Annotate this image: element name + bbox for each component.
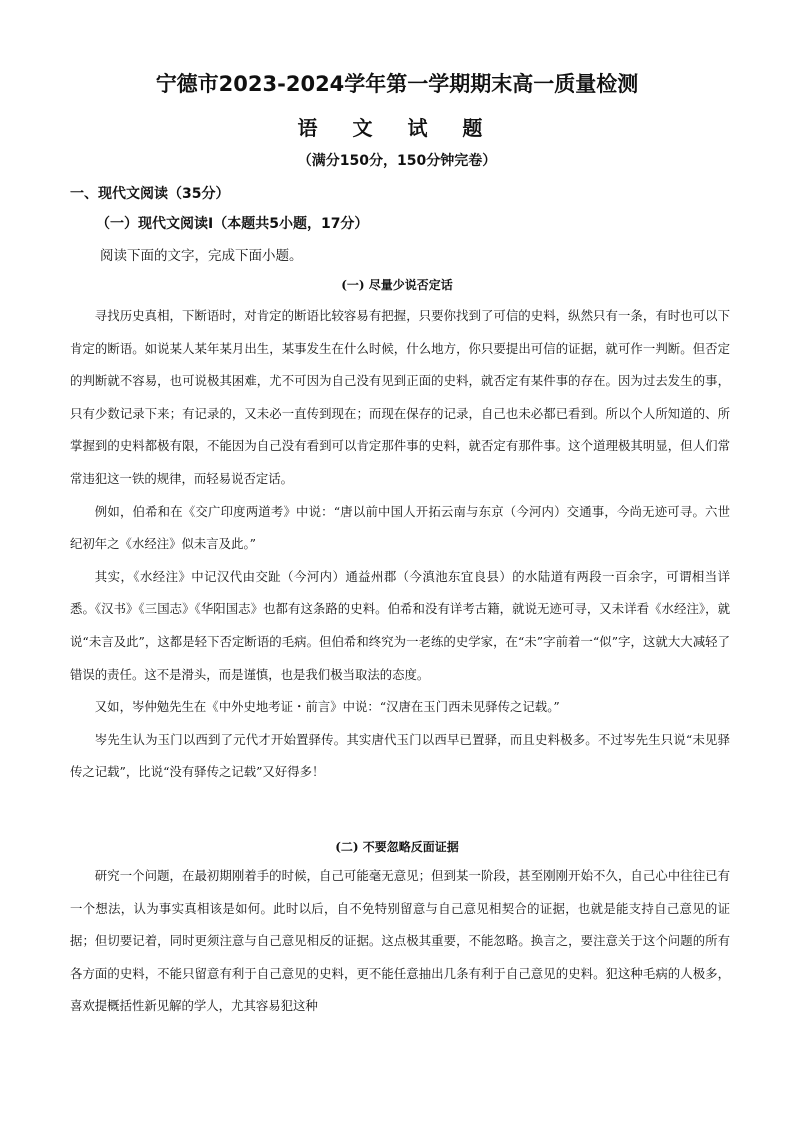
paragraph: 岑先生认为玉门以西到了元代才开始置驿传。其实唐代玉门以西早已置驿，而且史料极多。不过岑先生只说“未见驿传之记载”，比说“没有驿传之记载”又好得多！ bbox=[70, 731, 730, 780]
score-note: （满分150分，150分钟完卷） bbox=[297, 153, 497, 169]
section-heading: 一、现代文阅读（35分） bbox=[70, 186, 230, 202]
subject-title: 语 文 试 题 bbox=[297, 116, 497, 140]
article-subtitle-2: (二) 不要忽略反面证据 bbox=[335, 840, 459, 854]
instruction-text: 阅读下面的文字，完成下面小题。 bbox=[100, 248, 303, 264]
article-body-1 bbox=[70, 300, 730, 789]
article-subtitle-1: (一) 尽量少说否定话 bbox=[341, 278, 453, 292]
paragraph: 寻找历史真相，下断语时，对肯定的断语比较容易有把握，只要你找到了可信的史料，纵然只有一条，有时也可以下肯定的断语。如说某人某年某月出生，某事发生在什么时候，什么地方，你只要提出可信的证据，就可作一判断。但否定的判断就不容易，也可说极其困难，尤不可因为自己没有见到正面的史料，就否定有某件事的存在。因为过去发生的事，只有少数记录下来；有记录的，又未必一直传到现在；而现在保存的记录，自己也未必都已看到。所以个人所知道的、所掌握到的史料都极有限，不能因为自己没有看到可以肯定那件事的史料，就否定有那件事。这个道理极其明显，但人们常常违犯这一铁的规律，而轻易说否定话。 bbox=[70, 308, 730, 486]
article-body-2 bbox=[70, 860, 730, 1023]
paragraph: 研究一个问题，在最初期刚着手的时候，自己可能毫无意见；但到某一阶段，甚至刚刚开始不久，自己心中往往已有一个想法，认为事实真相该是如何。此时以后，自不免特别留意与自己意见相契合的证据，也就是能支持自己意见的证据；但切要记着，同时更须注意与自己意见相反的证据。这点极其重要，不能忽略。换言之，要注意关于这个问题的所有各方面的史料，不能只留意有利于自己意见的史料，更不能任意抽出几条有利于自己意见的史料。犯这种毛病的人极多，喜欢提概括性新见解的学人，尤其容易犯这种 bbox=[70, 868, 730, 1014]
exam-title: 宁德市2023-2024学年第一学期期末高一质量检测 bbox=[155, 72, 639, 96]
paragraph: 例如，伯希和在《交广印度两道考》中说：“唐以前中国人开拓云南与东京（今河内）交通事，今尚无迹可寻。六世纪初年之《水经注》似未言及此。” bbox=[70, 503, 730, 552]
part-heading: （一）现代文阅读Ⅰ（本题共5小题，17分） bbox=[96, 216, 369, 232]
paragraph: 其实，《水经注》中记汉代由交趾（今河内）通益州郡（今滇池东宜良县）的水陆道有两段一百余字，可谓相当详悉。《汉书》《三国志》《华阳国志》也都有这条路的史料。伯希和没有详考古籍，就说无迹可寻，又未详看《水经注》，就说“未言及此”，这都是轻下否定断语的毛病。但伯希和终究为一老练的史学家，在“未”字前着一“似”字，这就大大减轻了错误的责任。这不是滑头，而是谨慎，也是我们极当取法的态度。 bbox=[70, 568, 730, 682]
paragraph: 又如，岑仲勉先生在《中外史地考证・前言》中说：“汉唐在玉门西未见驿传之记载。” bbox=[94, 699, 560, 715]
